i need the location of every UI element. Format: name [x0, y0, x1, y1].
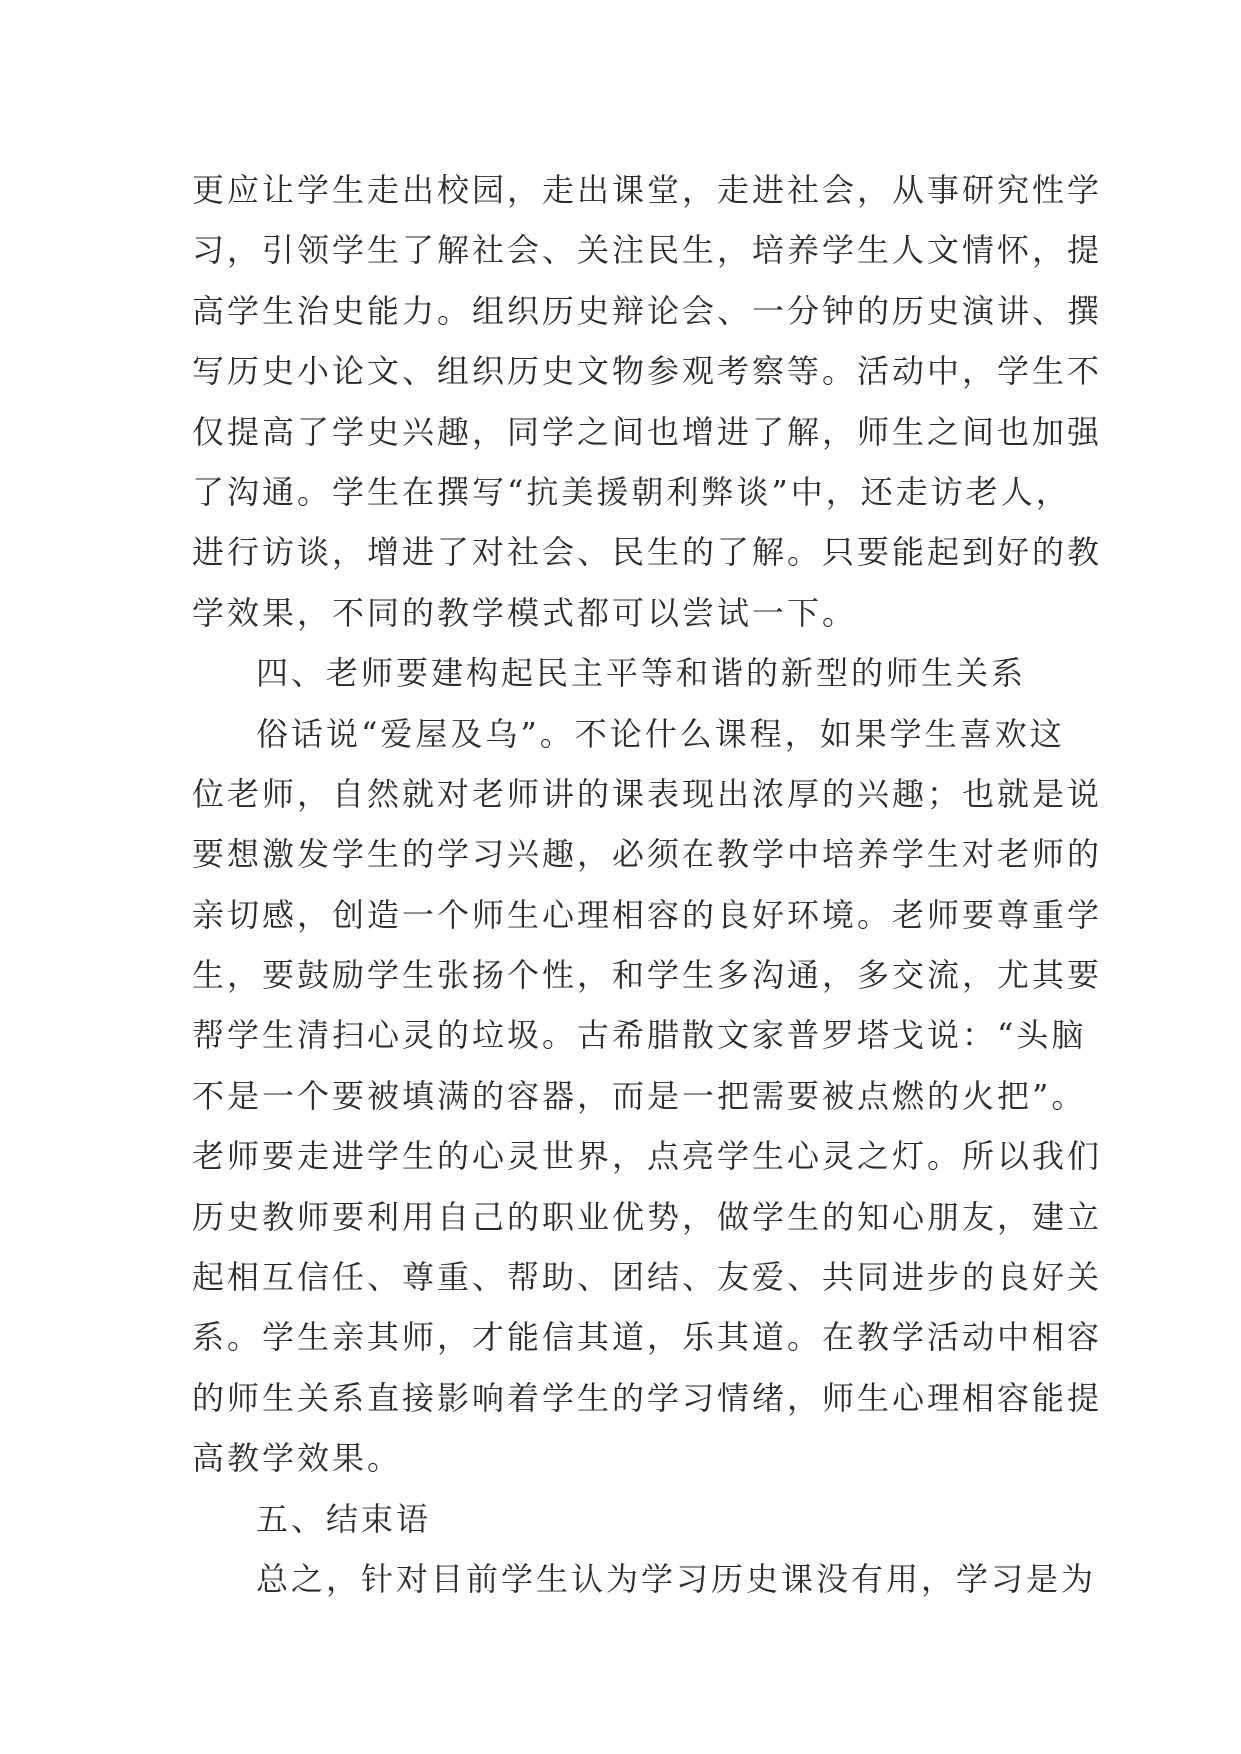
paragraph-first-line: 总之，针对目前学生认为学习历史课没有用，学习是为: [256, 1559, 1097, 1598]
text-line: 历史教师要利用自己的职业优势，做学生的知心朋友，建立: [192, 1197, 1103, 1236]
text-line: 生，要鼓励学生张扬个性，和学生多沟通，多交流，尤其要: [192, 956, 1103, 995]
text-line: 的师生关系直接影响着学生的学习情绪，师生心理相容能提: [192, 1378, 1103, 1417]
text-line: 要想激发学生的学习兴趣，必须在教学中培养学生对老师的: [192, 835, 1103, 874]
text-line: 高学生治史能力。组织历史辩论会、一分钟的历史演讲、撰: [192, 291, 1103, 330]
text-line: 老师要走进学生的心灵世界，点亮学生心灵之灯。所以我们: [192, 1137, 1103, 1176]
text-line: 更应让学生走出校园，走出课堂，走进社会，从事研究性学: [192, 171, 1103, 209]
text-line: 写历史小论文、组织历史文物参观考察等。活动中，学生不: [192, 352, 1103, 391]
text-line: 习，引领学生了解社会、关注民生，培养学生人文情怀，提: [192, 231, 1103, 270]
body-text: [192, 160, 1103, 1609]
text-line: 仅提高了学史兴趣，同学之间也增进了解，师生之间也加强: [192, 412, 1103, 451]
text-line: 不是一个要被填满的容器，而是一把需要被点燃的火把”。: [192, 1076, 1087, 1115]
text-line: 位老师，自然就对老师讲的课表现出浓厚的兴趣；也就是说: [192, 774, 1103, 813]
text-line: 起相互信任、尊重、帮助、团结、友爱、共同进步的良好关: [192, 1258, 1103, 1297]
text-line: 系。学生亲其师，才能信其道，乐其道。在教学活动中相容: [192, 1318, 1103, 1357]
text-line: 学效果，不同的教学模式都可以尝试一下。: [192, 593, 858, 632]
section-heading: 五、结束语: [256, 1499, 432, 1538]
section-heading: 四、老师要建构起民主平等和谐的新型的师生关系: [256, 654, 1027, 693]
text-line: 高教学效果。: [192, 1439, 403, 1478]
text-line: 了沟通。学生在撰写“抗美援朝利弊谈”中，还走访老人，: [192, 472, 1071, 511]
text-line: 亲切感，创造一个师生心理相容的良好环境。老师要尊重学: [192, 895, 1103, 934]
paragraph-first-line: 俗话说“爱屋及乌”。不论什么课程，如果学生喜欢这: [256, 714, 1065, 753]
text-line: 帮学生清扫心灵的垃圾。古希腊散文家普罗塔戈说：“头脑: [192, 1016, 1087, 1055]
text-line: 进行访谈，增进了对社会、民生的了解。只要能起到好的教: [192, 533, 1103, 572]
